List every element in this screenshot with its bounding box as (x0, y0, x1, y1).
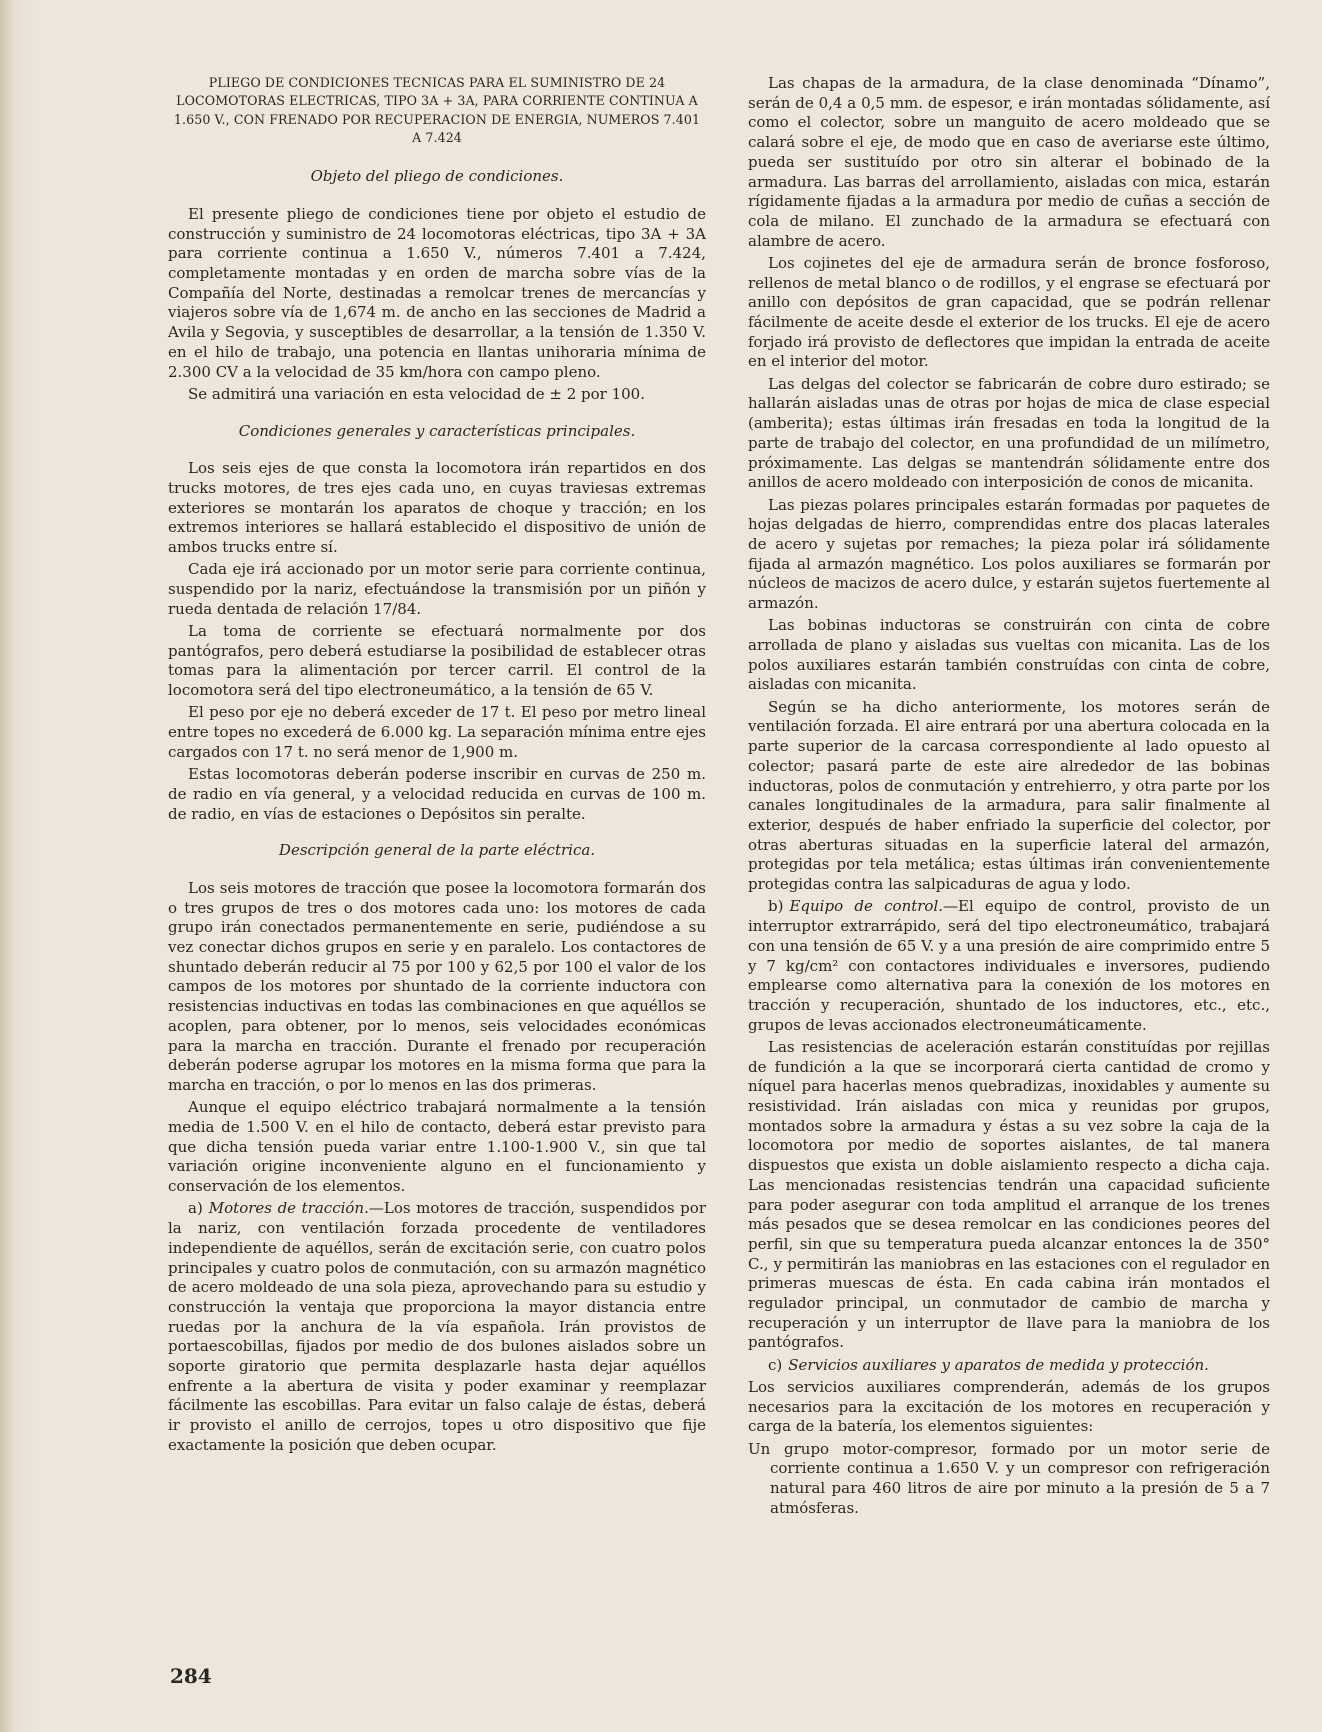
heading-descripcion: Descripción general de la parte eléctrica. (278, 841, 596, 860)
item-title: Servicios auxiliares y aparatos de medida y protección. (788, 1355, 1209, 1374)
paragraph: Los seis motores de tracción que posee la locomotora formarán dos o tres grupos de tres o dos motores cada uno: los motores de cada grupo irán conectados permanentemente en serie, pudiéndose a su vez conectar dichos grupos en serie y en paralelo. Los contactores de shuntado deberán reducir al 75 por 100 y 62,5 por 100 el valor de los campos de los motores por shuntado de la corriente inductora con resistencias inductivas en todas las combinaciones en que aquéllos se acoplen, para obtener, por lo menos, seis velocidades económicas para la marcha en tracción. Durante el frenado por recuperación deberán poderse agrupar los motores en la misma forma que para la marcha en tracción, o por lo menos en las dos primeras. (168, 878, 706, 1094)
right-column (748, 74, 1270, 1521)
list-item: Un grupo motor-compresor, formado por un motor serie de corriente continua a 1.650 V. y un compresor con refrigeración natural para 460 litros de aire por minuto a la presión de 5 a 7 atmósferas. (748, 1439, 1270, 1517)
paragraph-servicios (748, 1356, 1270, 1376)
paragraph: Las delgas del colector se fabricarán de cobre duro estirado; se hallarán aisladas unas de otras por hojas de mica de clase especial (amberita); estas últimas irán fresadas en toda la longitud de la parte de trabajo del colector, en una profundidad de un milímetro, próximamente. Las delgas se mantendrán sólidamente entre dos anillos de acero moldeado con interposición de conos de micanita. (748, 374, 1270, 492)
paragraph: Cada eje irá accionado por un motor serie para corriente continua, suspendido por la nariz, efectuándose la transmisión por un piñón y rueda dentada de relación 17/84. (168, 560, 706, 618)
paragraph: Estas locomotoras deberán poderse inscribir en curvas de 250 m. de radio en vía general, y a velocidad reducida en curvas de 100 m. de radio, en vías de estaciones o Depósitos sin peralte. (168, 765, 706, 823)
paragraph: Las bobinas inductoras se construirán con cinta de cobre arrollada de plano y aisladas sus vueltas con micanita. Las de los polos auxiliares estarán también construídas con cinta de cobre, aisladas con micanita. (748, 616, 1270, 694)
item-title: Equipo de control. (789, 897, 944, 916)
paragraph-motores (168, 1199, 706, 1455)
item-text: —El equipo de control, provisto de un interruptor extrarrápido, será del tipo electroneumático, trabajará con una tensión de 65 V. y a una presión de aire comprimido entre 5 y 7 kg/cm² con contactores individuales e inversores, pudiendo emplearse como alternativa para la conexión de los motores en tracción y recuperación, shuntado de los inductores, etc., etc., grupos de levas accionados electroneumáticamente. (748, 897, 1270, 1034)
paragraph: El presente pliego de condiciones tiene por objeto el estudio de construcción y suministro de 24 locomotoras eléctricas, tipo 3A + 3A para corriente continua a 1.650 V., números 7.401 a 7.424, completamente montadas y en orden de marcha sobre vías de la Compañía del Norte, destinadas a remolcar trenes de mercancías y viajeros sobre vía de 1,674 m. de ancho en las secciones de Madrid a Avila y Segovia, y susceptibles de desarrollar, a la tensión de 1.350 V. en el hilo de trabajo, una potencia en llantas unihoraria mínima de 2.300 CV a la velocidad de 35 km/hora con campo pleno. (168, 204, 706, 381)
paragraph: Se admitirá una variación en esta velocidad de ± 2 por 100. (188, 384, 645, 403)
paragraph: El peso por eje no deberá exceder de 17 t. El peso por metro lineal entre topes no excederá de 6.000 kg. La separación mínima entre ejes cargados con 17 t. no será menor de 1,900 m. (168, 703, 706, 761)
heading-condiciones: Condiciones generales y características principales. (238, 421, 636, 440)
paragraph: Los servicios auxiliares comprenderán, además de los grupos necesarios para la excitación de los motores en recuperación y carga de la batería, los elementos siguientes: (748, 1378, 1270, 1436)
left-column (168, 74, 706, 1458)
page-number: 284 (170, 1664, 212, 1688)
item-text: —Los motores de tracción, suspendidos por la nariz, con ventilación forzada procedente de ventiladores independiente de aquéllos, serán de excitación serie, con cuatro polos principales y cuatro polos de conmutación, con su armazón magnético de acero moldeado de una sola pieza, aprovechando para su estudio y construcción la ventaja que proporciona la mayor distancia entre ruedas por la anchura de la vía española. Irán provistos de portaescobillas, fijados por medio de dos bulones aislados sobre un soporte giratorio que permita desplazarle hasta dejar aquéllos enfrente a la abertura de visita y poder examinar y reemplazar fácilmente las escobillas. Para evitar un falso calaje de éstas, deberá ir provisto el anillo de cerrojos, topes u otro dispositivo que fije exactamente la posición que deben ocupar. (168, 1199, 706, 1454)
paragraph: Las resistencias de aceleración estarán constituídas por rejillas de fundición a la que se incorporará cierta cantidad de cromo y níquel para hacerlas menos quebradizas, inoxidables y aumente su resistividad. Irán aisladas con mica y reunidas por grupos, montados sobre la armadura y éstas a su vez sobre la caja de la locomotora por medio de soportes aislantes, de tal manera dispuestos que exista un doble aislamiento respecto a dicha caja. Las mencionadas resistencias tendrán una capacidad suficiente para poder asegurar con toda amplitud el arranque de los trenes más pesados que se desea remolcar en las condiciones peores del perfil, sin que su temperatura pueda alcanzar entonces la de 350° C., y permitirán las maniobras en las estaciones con el regulador en primeras muescas de ésta. En cada cabina irán montados el regulador principal, un conmutador de cambio de marcha y recuperación y un interruptor de llave para la maniobra de los pantógrafos. (748, 1037, 1270, 1352)
document-title: PLIEGO DE CONDICIONES TECNICAS PARA EL SUMINISTRO DE 24 LOCOMOTORAS ELECTRICAS, TIPO 3A + 3A, PARA CORRIENTE CONTINUA A 1.650 V., CON FRENADO POR RECUPERACION DE ENERGIA, NUMEROS 7.401 A 7.424 (173, 75, 701, 145)
paragraph: Según se ha dicho anteriormente, los motores serán de ventilación forzada. El aire entrará por una abertura colocada en la parte superior de la carcasa correspondiente al lado opuesto al colector; pasará parte de este aire alrededor de las bobinas inductoras, polos de conmutación y entrehierro, y otra parte por los canales longitudinales de la armadura, para salir finalmente al exterior, después de haber enfriado la superficie del colector, por otras aberturas situadas en la superficie lateral del armazón, protegidas por tela metálica; estas últimas irán convenientemente protegidas contra las salpicaduras de agua y lodo. (748, 697, 1270, 894)
paragraph: Las piezas polares principales estarán formadas por paquetes de hojas delgadas de hierro, comprendidas entre dos placas laterales de acero y sujetas por remaches; la pieza polar irá sólidamente fijada al armazón magnético. Los polos auxiliares se formarán por núcleos de macizos de acero dulce, y estarán sujetos fuertemente al armazón. (748, 495, 1270, 613)
heading-objeto: Objeto del pliego de condiciones. (310, 167, 564, 186)
paragraph: Las chapas de la armadura, de la clase denominada “Dínamo”, serán de 0,4 a 0,5 mm. de espesor, e irán montadas sólidamente, así como el colector, sobre un manguito de acero moldeado que se calará sobre el eje, de modo que en caso de averiarse este último, pueda ser sustituído por otro sin alterar el bobinado de la armadura. Las barras del arrollamiento, aisladas con mica, estarán rígidamente fijadas a la armadura por medio de cuñas a sección de cola de milano. El zunchado de la armadura se efectuará con alambre de acero. (748, 74, 1270, 250)
paragraph: La toma de corriente se efectuará normalmente por dos pantógrafos, pero deberá estudiarse la posibilidad de establecer otras tomas para la alimentación por tercer carril. El control de la locomotora será del tipo electroneumático, a la tensión de 65 V. (168, 622, 706, 700)
paragraph-equipo (748, 897, 1270, 1035)
item-letter: a) (188, 1199, 203, 1218)
item-title: Motores de tracción. (208, 1199, 369, 1218)
item-letter: b) (768, 897, 784, 916)
paragraph: Aunque el equipo eléctrico trabajará normalmente a la tensión media de 1.500 V. en el hilo de contacto, deberá estar previsto para que dicha tensión pueda variar entre 1.100-1.900 V., sin que tal variación origine inconveniente alguno en el funcionamiento y conservación de los elementos. (168, 1098, 706, 1196)
item-letter: c) (768, 1355, 783, 1374)
paragraph: Los seis ejes de que consta la locomotora irán repartidos en dos trucks motores, de tres ejes cada uno, en cuyas traviesas extremas exteriores se montarán los aparatos de choque y tracción; en los extremos interiores se hallará establecido el dispositivo de unión de ambos trucks entre sí. (168, 459, 706, 557)
paragraph: Los cojinetes del eje de armadura serán de bronce fosforoso, rellenos de metal blanco o de rodillos, y el engrase se efectuará por anillo con depósitos de gran capacidad, que se podrán rellenar fácilmente de aceite desde el exterior de los trucks. El eje de acero forjado irá provisto de deflectores que impidan la entrada de aceite en el interior del motor. (748, 253, 1270, 371)
